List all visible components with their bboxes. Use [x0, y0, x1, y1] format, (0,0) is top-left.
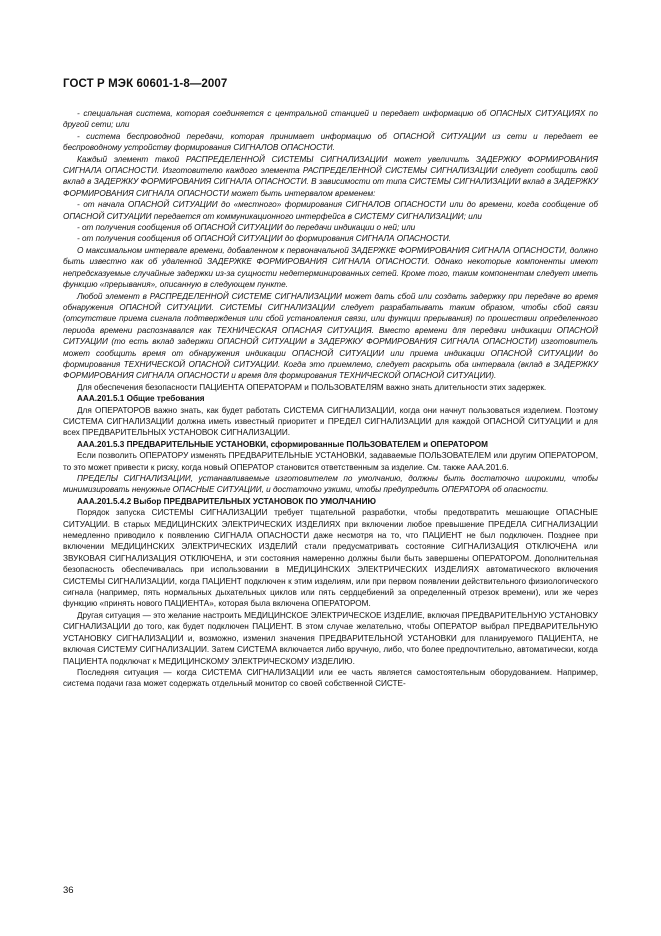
paragraph: Если позволить ОПЕРАТОРУ изменять ПРЕДВАРИТЕЛЬНЫЕ УСТАНОВКИ, задаваемые ПОЛЬЗОВАТЕЛЕМ или другим ОПЕРАТОРОМ, то это может привести к риску, когда новый ОПЕРАТОР становится ответственным за изделие. См. также ААА.201.6.: [63, 451, 598, 472]
paragraph: ПРЕДЕЛЫ СИГНАЛИЗАЦИИ, устанавливаемые изготовителем по умолчанию, должны быть достаточно широкими, чтобы минимизировать ненужные ОПАСНЫЕ СИТУАЦИИ, и достаточно узкими, чтобы предупредить ОПЕРАТОРА об опасности.: [63, 474, 598, 495]
document-body: [63, 108, 598, 690]
paragraph: Порядок запуска СИСТЕМЫ СИГНАЛИЗАЦИИ требует тщательной разработки, чтобы предотвратить мешающие ОПАСНЫЕ СИТУАЦИИ. В старых МЕДИЦИНСКИХ ЭЛЕКТРИЧЕСКИХ ИЗДЕЛИЯХ при включении любое превышение ПРЕДЕЛА СИГНАЛИЗАЦИИ немедленно приводило к появлению СИГНАЛА ОПАСНОСТИ даже несмотря на то, что ПАЦИЕНТ не был подключен. Позднее при включении МЕДИЦИНСКИХ ЭЛЕКТРИЧЕСКИХ ИЗДЕЛИЙ стали предусматривать состояние СИГНАЛИЗАЦИЯ ОТКЛЮЧЕНА или ЗВУКОВАЯ СИГНАЛИЗАЦИЯ ОТКЛЮЧЕНА, и эти состояния намеренно должны были быть завершены ОПЕРАТОРОМ. Дополнительная безопасность обеспечивалась при использовании в МЕДИЦИНСКИХ ЭЛЕКТРИЧЕСКИХ ИЗДЕЛИЯХ автоматического включения СИСТЕМЫ СИГНАЛИЗАЦИИ, когда ПАЦИЕНТ подключен к этим изделиям, или при первом появлении действительного физиологического сигнала (например, пять нормальных дыхательных циклов или пять сердцебиений за определенный отрезок времени), или же через функцию «принять нового ПАЦИЕНТА», которая была включена ОПЕРАТОРОМ.: [63, 508, 598, 609]
section-heading: ААА.201.5.1 Общие требования: [77, 394, 205, 404]
section-heading: ААА.201.5.4.2 Выбор ПРЕДВАРИТЕЛЬНЫХ УСТАНОВОК ПО УМОЛЧАНИЮ: [77, 496, 376, 506]
paragraph: - система беспроводной передачи, которая принимает информацию об ОПАСНОЙ СИТУАЦИИ из сети и передает ее беспроводному устройству формирования СИГНАЛОВ ОПАСНОСТИ.: [63, 131, 598, 153]
paragraph: Другая ситуация — это желание настроить МЕДИЦИНСКОЕ ЭЛЕКТРИЧЕСКОЕ ИЗДЕЛИЕ, включая ПРЕДВАРИТЕЛЬНУЮ УСТАНОВКУ СИГНАЛИЗАЦИИ до того, как будет подключен ПАЦИЕНТ. В этом случае желательно, чтобы ОПЕРАТОР выбрал ПРЕДВАРИТЕЛЬНУЮ УСТАНОВКУ СИГНАЛИЗАЦИИ и, возможно, изменил значения ПРЕДВАРИТЕЛЬНОЙ УСТАНОВКИ для планируемого ПАЦИЕНТА, не включая СИСТЕМУ СИГНАЛИЗАЦИИ. Затем СИСТЕМА включается либо вручную, либо, что более предпочтительно, автоматически, когда ПАЦИЕНТА подключат к МЕДИЦИНСКОМУ ЭЛЕКТРИЧЕСКОМУ ИЗДЕЛИЮ.: [63, 610, 598, 666]
paragraph: Последняя ситуация — когда СИСТЕМА СИГНАЛИЗАЦИИ или ее часть является самостоятельным оборудованием. Например, система подачи газа может содержать отдельный монитор со своей собственной СИСТЕ-: [63, 667, 598, 689]
page-number: 36: [63, 885, 74, 896]
paragraph: Любой элемент в РАСПРЕДЕЛЕННОЙ СИСТЕМЕ СИГНАЛИЗАЦИИ может дать сбой или создать задержку при передаче во время обнаружения ОПАСНОЙ СИТУАЦИИ. СИСТЕМЫ СИГНАЛИЗАЦИИ следует разрабатывать таким образом, чтобы сбой связи (отсутствие приема сигнала подтверждения или сбой установления связи, или функции прерывания) по прошествии определенного периода времени распознавался как ТЕХНИЧЕСКАЯ ОПАСНАЯ СИТУАЦИЯ. Вместо времени для передачи индикации ОПАСНОЙ СИТУАЦИИ (то есть вклад задержки ОПАСНОЙ СИТУАЦИИ в ЗАДЕРЖКУ ФОРМИРОВАНИЯ СИГНАЛА ОПАСНОСТИ) изготовитель может сообщить время от обнаружения индикации ОПАСНОЙ СИТУАЦИИ или приема индикации ОПАСНОЙ СИТУАЦИИ до формирования ТЕХНИЧЕСКОЙ ОПАСНОЙ СИТУАЦИИ. Когда это приемлемо, следует раскрыть оба интервала (вклад в ЗАДЕРЖКУ ФОРМИРОВАНИЯ СИГНАЛА ОПАСНОСТИ и время для формирования ТЕХНИЧЕСКОЙ ОПАСНОЙ СИТУАЦИИ).: [63, 291, 598, 381]
section-heading: ААА.201.5.3 ПРЕДВАРИТЕЛЬНЫЕ УСТАНОВКИ, сформированные ПОЛЬЗОВАТЕЛЕМ и ОПЕРАТОРОМ: [77, 439, 488, 449]
paragraph: - от получения сообщения об ОПАСНОЙ СИТУАЦИИ до передачи индикации о ней; или: [77, 223, 416, 233]
paragraph: Для ОПЕРАТОРОВ важно знать, как будет работать СИСТЕМА СИГНАЛИЗАЦИИ, когда они начнут пользоваться изделием. Поэтому СИСТЕМА СИГНАЛИЗАЦИИ должна иметь известный приоритет и ПРЕДЕЛ СИГНАЛИЗАЦИИ для каждой ОПАСНОЙ СИТУАЦИИ и для всех ПРЕДВАРИТЕЛЬНЫХ УСТАНОВОК СИГНАЛИЗАЦИИ.: [63, 405, 598, 438]
paragraph: - от начала ОПАСНОЙ СИТУАЦИИ до «местного» формирования СИГНАЛОВ ОПАСНОСТИ или до времени, когда сообщение об ОПАСНОЙ СИТУАЦИИ передается от коммуникационного интерфейса в СИСТЕМУ СИГНАЛИЗАЦИИ; или: [63, 200, 598, 221]
paragraph: - от получения сообщения об ОПАСНОЙ СИТУАЦИИ до формирования СИГНАЛА ОПАСНОСТИ.: [77, 234, 452, 244]
paragraph: - специальная система, которая соединяется с центральной станцией и передает информацию об ОПАСНЫХ СИТУАЦИЯХ по другой сети; или: [63, 109, 598, 130]
paragraph: Для обеспечения безопасности ПАЦИЕНТА ОПЕРАТОРАМ и ПОЛЬЗОВАТЕЛЯМ важно знать длительности этих задержек.: [77, 382, 547, 392]
paragraph: Каждый элемент такой РАСПРЕДЕЛЕННОЙ СИСТЕМЫ СИГНАЛИЗАЦИИ может увеличить ЗАДЕРЖКУ ФОРМИРОВАНИЯ СИГНАЛА ОПАСНОСТИ. Изготовителю каждого элемента РАСПРЕДЕЛЕННОЙ СИСТЕМЫ СИГНАЛИЗАЦИИ следует сообщить свой вклад в ЗАДЕРЖКУ ФОРМИРОВАНИЯ СИГНАЛА ОПАСНОСТИ. В зависимости от типа СИСТЕМЫ СИГНАЛИЗАЦИИ вклад в ЗАДЕРЖКУ ФОРМИРОВАНИЯ СИГНАЛА ОПАСНОСТИ может быть интервалом временем:: [63, 154, 598, 198]
paragraph: О максимальном интервале времени, добавленном к первоначальной ЗАДЕРЖКЕ ФОРМИРОВАНИЯ СИГНАЛА ОПАСНОСТИ, должно быть известно как об удаленной ЗАДЕРЖКЕ ФОРМИРОВАНИЯ СИГНАЛА ОПАСНОСТИ. Однако некоторые компоненты имеют непредсказуемые случайные задержки из-за сущности недетерминированных сетей. Кроме того, таким компонентам следует иметь функцию «прерывания», описанную в следующем пункте.: [63, 245, 598, 290]
standard-header: ГОСТ Р МЭК 60601-1-8—2007: [63, 78, 228, 90]
